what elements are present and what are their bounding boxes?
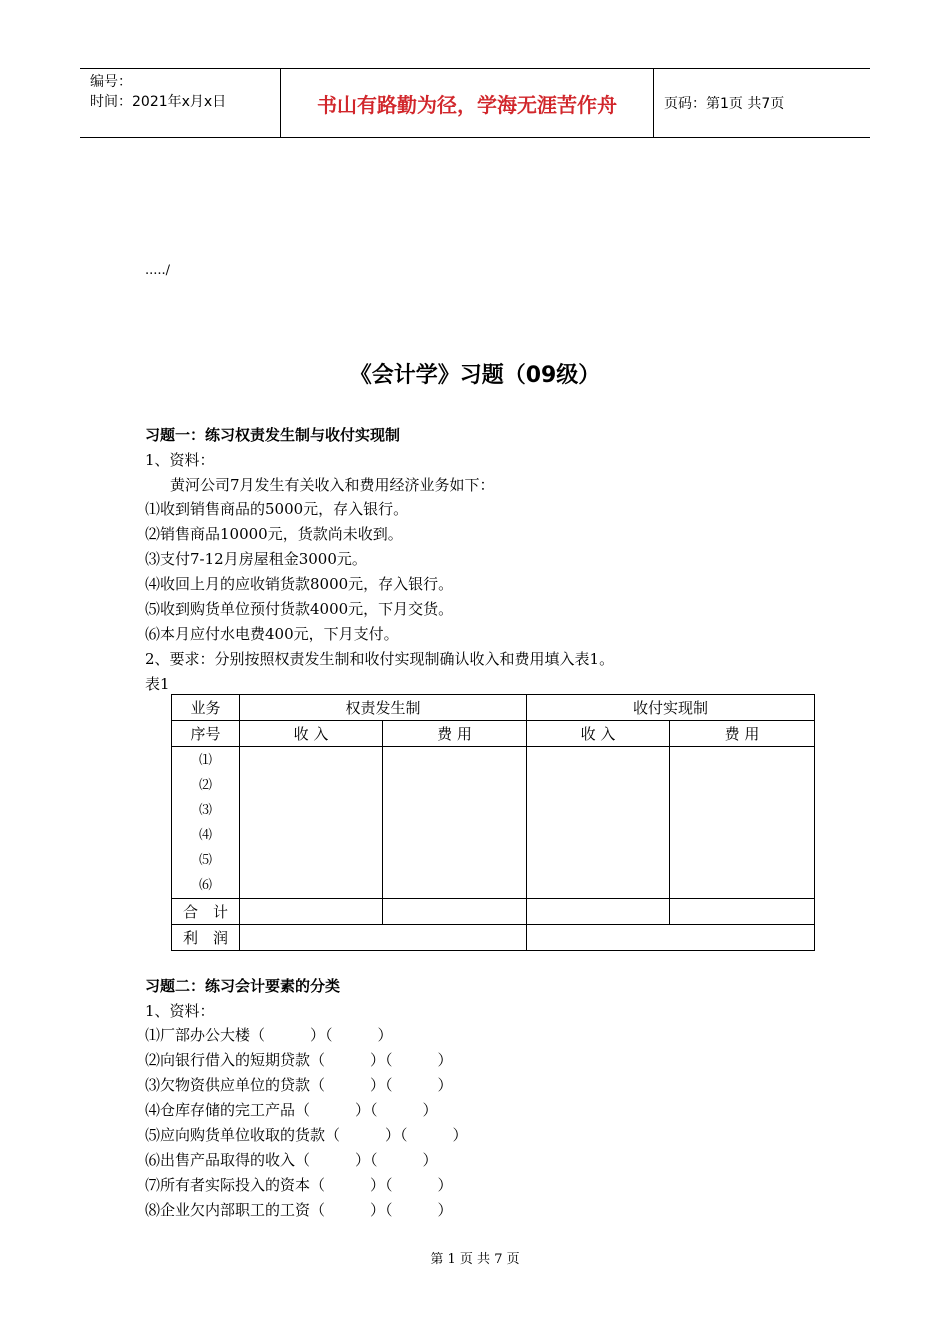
time-label: 时间：2021年x月x日 <box>90 94 227 110</box>
ex2-item: ⑶欠物资供应单位的贷款（ ）（ ） <box>145 1076 453 1094</box>
ex1-item: ⑵销售商品10000元，货款尚未收到。 <box>145 525 403 543</box>
row-number: ⑶ <box>198 803 212 818</box>
col-cash-expense: 费 用 <box>670 721 815 747</box>
ex1-item: ⑹本月应付水电费400元，下月支付。 <box>145 625 399 643</box>
cash-expense-cell <box>670 747 815 899</box>
sequence-cell <box>172 747 240 899</box>
motto: 书山有路勤为径，学海无涯苦作舟 <box>281 69 654 137</box>
profit-accrual-cell <box>240 925 527 951</box>
profit-cash-cell <box>527 925 815 951</box>
ex2-item: ⑺所有者实际投入的资本（ ）（ ） <box>145 1176 453 1194</box>
profit-label: 利 润 <box>172 925 240 951</box>
number-label: 编号： <box>90 74 132 90</box>
row-number: ⑵ <box>198 778 212 793</box>
ex2-item: ⑸应向购货单位收取的货款（ ）（ ） <box>145 1126 468 1144</box>
group-accrual: 权责发生制 <box>240 695 527 721</box>
ex2-item: ⑷仓库存储的完工产品（ ）（ ） <box>145 1101 438 1119</box>
ex2-heading: 习题二：练习会计要素的分类 <box>145 977 341 995</box>
recognition-table <box>171 694 815 951</box>
row-number: ⑸ <box>198 853 212 868</box>
accrual-expense-cell <box>383 747 527 899</box>
page-footer: 第 1 页 共 7 页 <box>430 1252 520 1267</box>
ex2-material-label: 1、资料： <box>145 1002 215 1020</box>
ex1-intro: 黄河公司7月发生有关收入和费用经济业务如下： <box>170 476 495 494</box>
row-number: ⑷ <box>198 828 212 843</box>
page-header <box>80 68 870 138</box>
total-cell <box>670 899 815 925</box>
col-accrual-income: 收 入 <box>240 721 383 747</box>
col-cash-income: 收 入 <box>527 721 670 747</box>
page-title: 《会计学》习题（09级） <box>349 363 601 388</box>
ex1-heading: 习题一：练习权责发生制与收付实现制 <box>145 426 401 444</box>
total-cell <box>240 899 383 925</box>
ex1-material-label: 1、资料： <box>145 451 215 469</box>
col-business-top: 业务 <box>172 695 240 721</box>
ex1-item: ⑶支付7-12月房屋租金3000元。 <box>145 550 367 568</box>
ex2-item: ⑹出售产品取得的收入（ ）（ ） <box>145 1151 438 1169</box>
total-label: 合 计 <box>172 899 240 925</box>
ex1-requirement: 2、要求：分别按照权责发生制和收付实现制确认收入和费用填入表1。 <box>145 650 615 668</box>
col-accrual-expense: 费 用 <box>383 721 527 747</box>
ex1-item: ⑴收到销售商品的5000元，存入银行。 <box>145 500 409 518</box>
group-cash: 收付实现制 <box>527 695 815 721</box>
page-code: 页码：第1页 共7页 <box>664 96 785 112</box>
total-cell <box>527 899 670 925</box>
cash-income-cell <box>527 747 670 899</box>
ex2-item: ⑵向银行借入的短期贷款（ ）（ ） <box>145 1051 453 1069</box>
row-number: ⑹ <box>198 878 212 893</box>
ex2-item: ⑻企业欠内部职工的工资（ ）（ ） <box>145 1201 453 1219</box>
ellipsis-mark: ...../ <box>145 263 171 278</box>
header-meta <box>80 69 281 137</box>
ex2-item: ⑴厂部办公大楼（ ）（ ） <box>145 1026 393 1044</box>
accrual-income-cell <box>240 747 383 899</box>
ex1-item: ⑸收到购货单位预付货款4000元，下月交货。 <box>145 600 454 618</box>
row-number: ⑴ <box>198 753 212 768</box>
table-label: 表1 <box>145 675 170 693</box>
total-cell <box>383 899 527 925</box>
ex1-item: ⑷收回上月的应收销货款8000元，存入银行。 <box>145 575 454 593</box>
col-business-bottom: 序号 <box>172 721 240 747</box>
